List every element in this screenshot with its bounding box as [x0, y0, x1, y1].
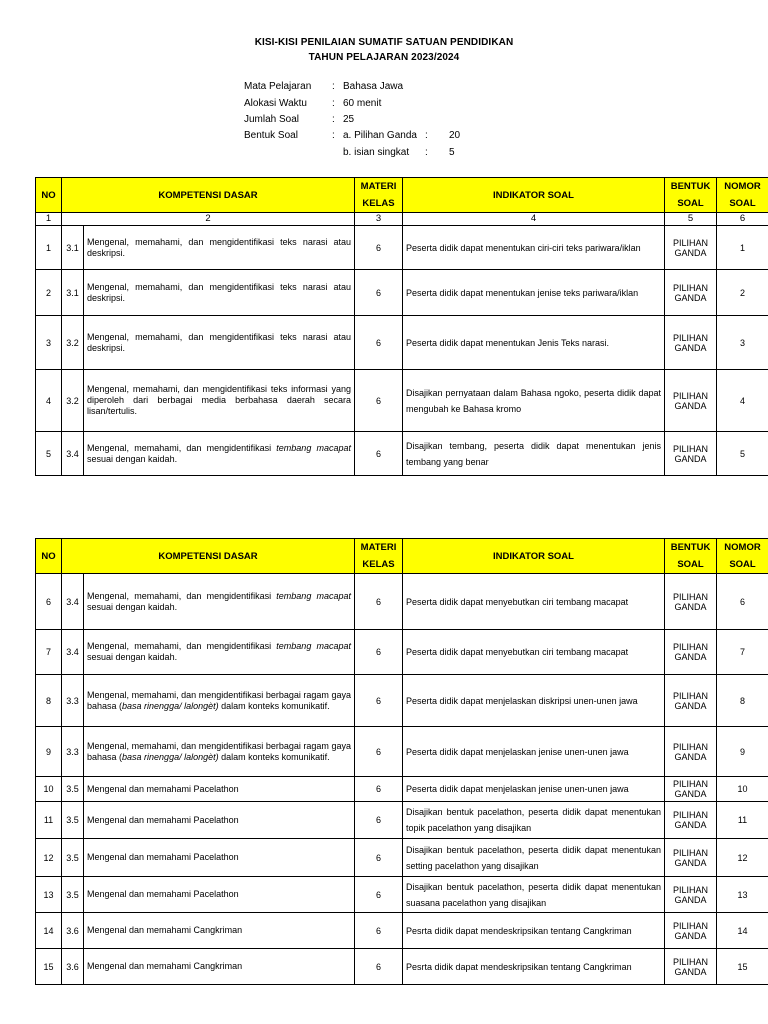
indikator-soal: Peserta didik dapat menentukan jenise teks pariwara/iklan [403, 270, 665, 316]
materi-kelas: 6 [355, 949, 403, 985]
kd-text-part: Mengenal, memahami, dan mengidentifikasi berbagai ragam gaya bahasa ( [87, 689, 352, 711]
kd-number: 3.4 [62, 432, 84, 476]
materi-kelas: 6 [355, 913, 403, 949]
kd-text-part: sesuai dengan kaidah. [87, 453, 178, 464]
kd-text-italic: tembang macapat [276, 641, 352, 651]
kd-text [84, 432, 355, 476]
document-subtitle: TAHUN PELAJARAN 2023/2024 [308, 52, 460, 63]
meta-label: Mata Pelajaran [244, 81, 312, 92]
nomor-soal: 5 [717, 432, 768, 476]
meta-value: 25 [343, 114, 355, 125]
indikator-soal: Disajikan bentuk pacelathon, peserta didik dapat menentukan topik pacelathon yang disajikan [403, 802, 665, 839]
meta-label: Bentuk Soal [244, 130, 298, 141]
meta-colon: : [332, 114, 335, 125]
materi-kelas: 6 [355, 802, 403, 839]
kd-text: Mengenal dan memahami Pacelathon [84, 802, 355, 839]
kd-number: 3.1 [62, 270, 84, 316]
kd-number: 3.2 [62, 316, 84, 370]
document-title: KISI-KISI PENILAIAN SUMATIF SATUAN PENDIDIKAN [254, 37, 514, 48]
table-row [36, 630, 768, 675]
indikator-soal: Disajikan bentuk pacelathon, peserta didik dapat menentukan suasana pacelathon yang disajikan [403, 877, 665, 913]
table-row [36, 802, 768, 839]
meta-value: a. Pilihan Ganda [343, 130, 417, 141]
kd-text-part: Mengenal, memahami, dan mengidentifikasi [87, 641, 277, 651]
nomor-soal: 10 [717, 777, 768, 802]
kd-text [84, 630, 355, 675]
table-row [36, 839, 768, 877]
indikator-soal: Peserta didik dapat menentukan Jenis Teks narasi. [403, 316, 665, 370]
nomor-soal: 12 [717, 839, 768, 877]
kd-number: 3.5 [62, 802, 84, 839]
indikator-soal: Peserta didik dapat menyebutkan ciri tembang macapat [403, 574, 665, 630]
bentuk-soal: PILIHAN GANDA [665, 316, 717, 370]
materi-kelas: 6 [355, 574, 403, 630]
row-number: 1 [36, 226, 62, 270]
header-no: NO [36, 539, 62, 574]
kd-text: Mengenal, memahami, dan mengidentifikasi teks narasi atau deskripsi. [84, 270, 355, 316]
row-number: 13 [36, 877, 62, 913]
header-kd: KOMPETENSI DASAR [62, 178, 355, 213]
bentuk-soal: PILIHAN GANDA [665, 574, 717, 630]
column-number: 5 [665, 213, 717, 226]
materi-kelas: 6 [355, 630, 403, 675]
kisi-table-1 [35, 177, 768, 476]
kd-text [84, 727, 355, 777]
bentuk-soal: PILIHAN GANDA [665, 949, 717, 985]
header-indikator: INDIKATOR SOAL [403, 539, 665, 574]
kd-text: Mengenal, memahami, dan mengidentifikasi teks informasi yang diperoleh dari berbagai media berbahasa daerah secara lisan/tertulis. [84, 370, 355, 432]
indikator-soal: Pesrta didik dapat mendeskripsikan tentang Cangkriman [403, 913, 665, 949]
materi-kelas: 6 [355, 226, 403, 270]
nomor-soal: 9 [717, 727, 768, 777]
kd-text-part: Mengenal, memahami, dan mengidentifikasi [87, 590, 277, 601]
header-kd: KOMPETENSI DASAR [62, 539, 355, 574]
kd-text: Mengenal dan memahami Pacelathon [84, 839, 355, 877]
meta-value: 5 [449, 147, 455, 158]
row-number: 7 [36, 630, 62, 675]
kd-text-italic: basa rinengga/ lalongèt) [122, 751, 219, 762]
table-row [36, 316, 768, 370]
row-number: 11 [36, 802, 62, 839]
column-number: 6 [717, 213, 768, 226]
header-bentuk: BENTUK SOAL [665, 178, 717, 213]
table-row [36, 949, 768, 985]
meta-value: 20 [449, 130, 461, 141]
materi-kelas: 6 [355, 727, 403, 777]
kd-text: Mengenal, memahami, dan mengidentifikasi teks narasi atau deskripsi. [84, 226, 355, 270]
materi-kelas: 6 [355, 675, 403, 727]
materi-kelas: 6 [355, 839, 403, 877]
table-row [36, 370, 768, 432]
bentuk-soal: PILIHAN GANDA [665, 370, 717, 432]
nomor-soal: 2 [717, 270, 768, 316]
header-nomor: NOMOR SOAL [717, 539, 768, 574]
kd-number: 3.3 [62, 675, 84, 727]
kd-text: Mengenal dan memahami Pacelathon [84, 777, 355, 802]
row-number: 14 [36, 913, 62, 949]
materi-kelas: 6 [355, 270, 403, 316]
kd-text-part: sesuai dengan kaidah. [87, 601, 178, 612]
materi-kelas: 6 [355, 370, 403, 432]
kd-text: Mengenal dan memahami Cangkriman [84, 949, 355, 985]
row-number: 2 [36, 270, 62, 316]
kd-number: 3.5 [62, 877, 84, 913]
bentuk-soal: PILIHAN GANDA [665, 270, 717, 316]
kd-text: Mengenal, memahami, dan mengidentifikasi teks narasi atau deskripsi. [84, 316, 355, 370]
kd-number: 3.2 [62, 370, 84, 432]
row-number: 5 [36, 432, 62, 476]
column-number: 3 [355, 213, 403, 226]
meta-label: Alokasi Waktu [244, 98, 307, 109]
row-number: 3 [36, 316, 62, 370]
row-number: 6 [36, 574, 62, 630]
kd-text-italic: basa rinengga/ lalongèt) [122, 700, 219, 711]
table-row [36, 574, 768, 630]
kd-number: 3.4 [62, 574, 84, 630]
indikator-soal: Peserta didik dapat menentukan ciri-ciri teks pariwara/iklan [403, 226, 665, 270]
bentuk-soal: PILIHAN GANDA [665, 432, 717, 476]
meta-colon: : [332, 81, 335, 92]
indikator-soal: Peserta didik dapat menjelaskan jenise unen-unen jawa [403, 727, 665, 777]
header-indikator: INDIKATOR SOAL [403, 178, 665, 213]
column-number: 4 [403, 213, 665, 226]
kd-number: 3.4 [62, 630, 84, 675]
indikator-soal: Disajikan pernyataan dalam Bahasa ngoko, peserta didik dapat mengubah ke Bahasa kromo [403, 370, 665, 432]
kd-text-part: Mengenal, memahami, dan mengidentifikasi [87, 442, 277, 453]
column-number: 2 [62, 213, 355, 226]
bentuk-soal: PILIHAN GANDA [665, 226, 717, 270]
nomor-soal: 11 [717, 802, 768, 839]
bentuk-soal: PILIHAN GANDA [665, 777, 717, 802]
kd-text-italic: tembang macapat [276, 442, 352, 453]
bentuk-soal: PILIHAN GANDA [665, 913, 717, 949]
kd-number: 3.6 [62, 949, 84, 985]
kd-number: 3.6 [62, 913, 84, 949]
kd-text-part: dalam konteks komunikatif. [218, 751, 330, 762]
bentuk-soal: PILIHAN GANDA [665, 877, 717, 913]
nomor-soal: 7 [717, 630, 768, 675]
kd-text-part: Mengenal, memahami, dan mengidentifikasi berbagai ragam gaya bahasa ( [87, 740, 352, 762]
meta-value: Bahasa Jawa [343, 81, 404, 92]
table-row [36, 270, 768, 316]
meta-colon: : [332, 130, 335, 141]
materi-kelas: 6 [355, 877, 403, 913]
kd-text: Mengenal dan memahami Cangkriman [84, 913, 355, 949]
meta-colon: : [425, 147, 428, 158]
indikator-soal: Disajikan bentuk pacelathon, peserta didik dapat menentukan setting pacelathon yang disajikan [403, 839, 665, 877]
indikator-soal: Pesrta didik dapat mendeskripsikan tentang Cangkriman [403, 949, 665, 985]
indikator-soal: Peserta didik dapat menyebutkan ciri tembang macapat [403, 630, 665, 675]
indikator-soal: Peserta didik dapat menjelaskan jenise unen-unen jawa [403, 777, 665, 802]
header-nomor: NOMOR SOAL [717, 178, 768, 213]
materi-kelas: 6 [355, 432, 403, 476]
bentuk-soal: PILIHAN GANDA [665, 630, 717, 675]
nomor-soal: 8 [717, 675, 768, 727]
header-materi: MATERI KELAS [355, 178, 403, 213]
table-row [36, 877, 768, 913]
kd-text [84, 574, 355, 630]
row-number: 8 [36, 675, 62, 727]
meta-label: Jumlah Soal [244, 114, 300, 125]
materi-kelas: 6 [355, 316, 403, 370]
nomor-soal: 4 [717, 370, 768, 432]
kd-number: 3.5 [62, 839, 84, 877]
bentuk-soal: PILIHAN GANDA [665, 675, 717, 727]
table-row [36, 675, 768, 727]
row-number: 10 [36, 777, 62, 802]
meta-value: b. isian singkat [343, 147, 410, 158]
kd-text [84, 675, 355, 727]
bentuk-soal: PILIHAN GANDA [665, 727, 717, 777]
nomor-soal: 3 [717, 316, 768, 370]
table-row [36, 226, 768, 270]
nomor-soal: 14 [717, 913, 768, 949]
column-number: 1 [36, 213, 62, 226]
nomor-soal: 13 [717, 877, 768, 913]
kd-text-part: sesuai dengan kaidah. [87, 652, 178, 662]
nomor-soal: 15 [717, 949, 768, 985]
kd-number: 3.3 [62, 727, 84, 777]
table-row [36, 727, 768, 777]
meta-colon: : [332, 98, 335, 109]
kisi-table-2 [35, 538, 768, 985]
indikator-soal: Disajikan tembang, peserta didik dapat menentukan jenis tembang yang benar [403, 432, 665, 476]
kd-number: 3.5 [62, 777, 84, 802]
meta-value: 60 menit [343, 98, 382, 109]
nomor-soal: 6 [717, 574, 768, 630]
meta-colon: : [425, 130, 428, 141]
table-row [36, 913, 768, 949]
header-bentuk: BENTUK SOAL [665, 539, 717, 574]
row-number: 12 [36, 839, 62, 877]
bentuk-soal: PILIHAN GANDA [665, 802, 717, 839]
indikator-soal: Peserta didik dapat menjelaskan diskripsi unen-unen jawa [403, 675, 665, 727]
header-materi: MATERI KELAS [355, 539, 403, 574]
bentuk-soal: PILIHAN GANDA [665, 839, 717, 877]
kd-text-part: dalam konteks komunikatif. [218, 700, 330, 711]
nomor-soal: 1 [717, 226, 768, 270]
kd-number: 3.1 [62, 226, 84, 270]
row-number: 4 [36, 370, 62, 432]
row-number: 9 [36, 727, 62, 777]
materi-kelas: 6 [355, 777, 403, 802]
table-row [36, 432, 768, 476]
column-number-row [36, 213, 768, 226]
row-number: 15 [36, 949, 62, 985]
kd-text-italic: tembang macapat [276, 590, 352, 601]
table-row [36, 777, 768, 802]
header-no: NO [36, 178, 62, 213]
kd-text: Mengenal dan memahami Pacelathon [84, 877, 355, 913]
